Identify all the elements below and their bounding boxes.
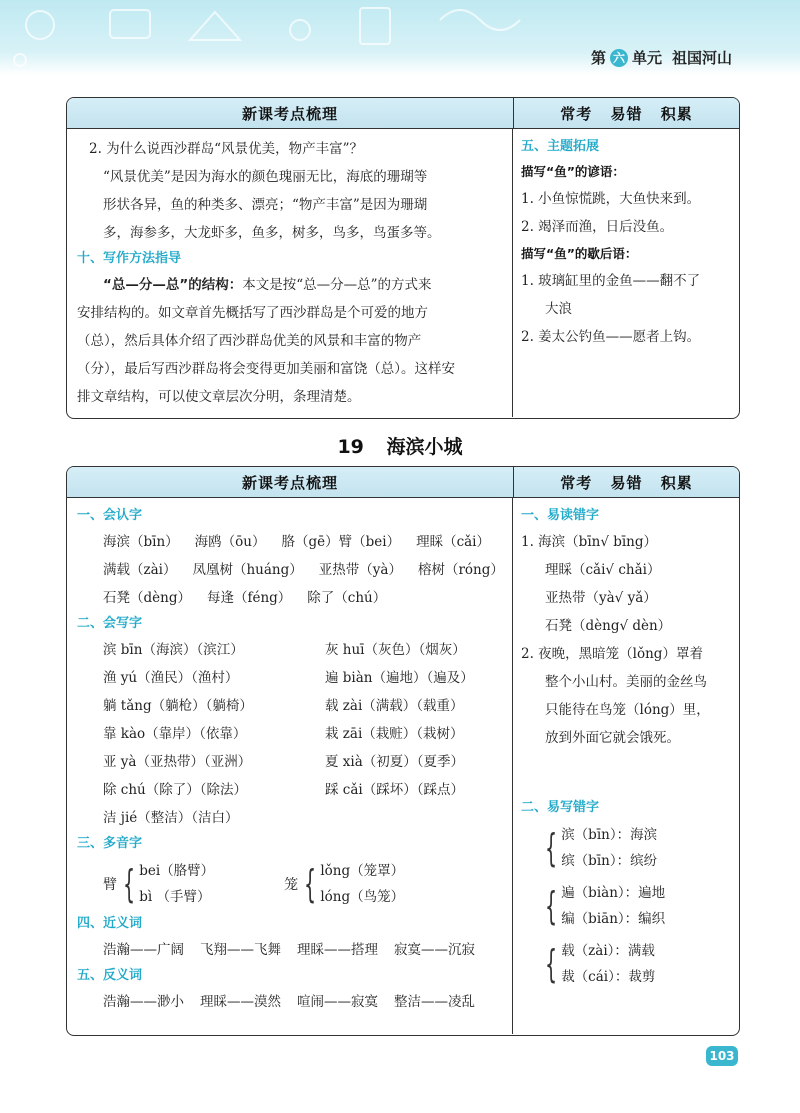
left-column-header: 新课考点梳理	[67, 98, 514, 128]
recognize-word: 凤凰树（huáng）	[192, 562, 303, 578]
xiehouyu-item: 1. 玻璃缸里的金鱼——翻不了	[521, 273, 701, 289]
misread-item: 理睬（cǎi√ chǎi）	[545, 562, 661, 578]
miswrite-pair	[521, 880, 733, 932]
write-word: 滨 bīn（海滨）（滨江）	[103, 642, 244, 658]
right-column-header: 常考 易错 积累	[560, 473, 693, 492]
box-header	[67, 98, 739, 129]
write-word: 亚 yà（亚热带）（亚洲）	[103, 754, 252, 770]
question-2: 2. 为什么说西沙群岛“风景优美，物产丰富”？	[89, 141, 363, 157]
misread-item: 亚热带（yà√ yǎ）	[545, 590, 657, 606]
recognize-word: 石凳（dèng）	[103, 590, 191, 606]
recognize-word: 满载（zài）	[103, 562, 177, 578]
synonym-pair: 浩瀚——广阔	[103, 942, 184, 958]
write-word: 靠 kào（靠岸）（依靠）	[103, 726, 247, 742]
recognize-word: 除了（chú）	[307, 590, 387, 606]
proverb-item: 2. 竭泽而渔，日后没鱼。	[521, 219, 674, 235]
lesson19-summary-box	[66, 466, 740, 1036]
antonym-pair: 浩瀚——渺小	[103, 994, 184, 1010]
header-band	[0, 0, 800, 75]
section-heading-synonyms: 四、近义词	[77, 916, 143, 931]
recognize-word: 海鸥（ōu）	[194, 534, 266, 550]
write-word: 渔 yú（渔民）（渔村）	[103, 670, 239, 686]
recognize-word: 榕树（róng）	[417, 562, 504, 578]
unit-title: 祖国河山	[671, 49, 732, 67]
lesson18-summary-box	[66, 97, 740, 419]
method-line: 排文章结构，可以使文章层次分明，条理清楚。	[77, 389, 361, 405]
brace-icon: {	[545, 942, 558, 986]
right-column	[513, 498, 739, 1034]
write-word: 灰 huī（灰色）（烟灰）	[325, 642, 466, 658]
write-grid	[77, 636, 504, 832]
write-word: 夏 xià（初夏）（夏季）	[325, 754, 465, 770]
misread-sentence: 2. 夜晚，黑暗笼（lǒng）罩着	[521, 646, 703, 662]
unit-prefix: 第	[590, 49, 606, 67]
recognize-word: 亚热带（yà）	[318, 562, 402, 578]
unit-suffix: 单元	[631, 49, 662, 67]
method-line: 安排结构的。如文章首先概括写了西沙群岛是个可爱的地方	[77, 305, 428, 321]
synonym-pair: 飞翔——飞舞	[200, 942, 281, 958]
synonym-row	[77, 936, 504, 964]
method-line: 本文是按“总—分—总”的方式来	[242, 277, 432, 293]
recognize-row	[77, 584, 504, 612]
write-word: 栽 zāi（栽赃）（栽树）	[325, 726, 464, 742]
misread-sentence: 只能待在鸟笼（lóng）里，	[545, 702, 710, 718]
right-column	[513, 129, 739, 417]
lesson-title	[0, 432, 800, 459]
write-word: 躺 tǎng（躺枪）（躺椅）	[103, 698, 253, 714]
miswrite-pair	[521, 822, 733, 874]
miswrite-word: 遍（biàn）：遍地	[561, 885, 666, 901]
reading-option: lóng（鸟笼）	[320, 889, 405, 905]
recognize-row	[77, 528, 504, 556]
reading-option: bì （手臂）	[139, 889, 211, 905]
section-heading-polyphonic: 三、多音字	[77, 836, 143, 851]
box-header	[67, 467, 739, 498]
synonym-pair: 寂寞——沉寂	[394, 942, 475, 958]
polyphonic-group	[77, 856, 504, 912]
page-number-badge: 103	[706, 1046, 738, 1066]
write-word: 遍 biàn（遍地）（遍及）	[325, 670, 474, 686]
write-word: 除 chú（除了）（除法）	[103, 782, 247, 798]
method-title: “总—分—总”的结构：	[103, 277, 243, 293]
antonym-row	[77, 988, 504, 1016]
miswrite-word: 缤（bīn）：缤纷	[561, 853, 658, 869]
left-column-header: 新课考点梳理	[67, 467, 514, 497]
miswrite-word: 载（zài）：满载	[561, 943, 655, 959]
method-line: （分），最后写西沙群岛将会变得更加美丽和富饶（总）。这样安	[77, 361, 455, 377]
proverb-item: 1. 小鱼惊慌跳，大鱼快来到。	[521, 191, 701, 207]
answer-line: 多，海参多，大龙虾多，鱼多，树多，鸟多，鸟蛋多等。	[103, 225, 441, 241]
answer-line: “风景优美”是因为海水的颜色瑰丽无比，海底的珊瑚等	[103, 169, 428, 185]
polyphonic-char: 笼	[284, 877, 299, 893]
miswrite-word: 裁（cái）：裁剪	[561, 969, 656, 985]
xiehouyu-item-continued: 大浪	[545, 301, 572, 317]
misread-sentence: 整个小山村。美丽的金丝鸟	[545, 674, 707, 690]
misread-sentence: 放到外面它就会饿死。	[545, 730, 680, 746]
unit-number-badge: 六	[610, 49, 628, 67]
recognize-row	[77, 556, 504, 584]
method-line: （总），然后具体介绍了西沙群岛优美的风景和丰富的物产	[77, 333, 422, 349]
miswrite-word: 滨（bīn）：海滨	[561, 827, 658, 843]
antonym-pair: 喧闹——寂寞	[297, 994, 378, 1010]
unit-label	[591, 47, 732, 68]
section-heading-antonyms: 五、反义词	[77, 968, 143, 983]
miswrite-pair	[521, 938, 733, 990]
brace-icon: {	[123, 862, 136, 906]
write-word: 洁 jié（整洁）（洁白）	[103, 810, 239, 826]
miswrite-word: 编（biān）：编织	[561, 911, 666, 927]
left-column	[67, 498, 513, 1034]
write-word: 踩 cǎi（踩坏）（踩点）	[325, 782, 464, 798]
misread-item: 石凳（dèng√ dèn）	[545, 618, 672, 634]
reading-option: bei（胳臂）	[139, 863, 215, 879]
lesson-name: 海滨小城	[386, 436, 463, 458]
recognize-word: 胳（gē）臂（bei）	[281, 534, 401, 550]
section-heading-write: 二、会写字	[77, 616, 143, 631]
write-word	[325, 804, 525, 832]
reading-option: lǒng（笼罩）	[320, 863, 405, 879]
section-heading-miswrite: 二、易写错字	[521, 800, 600, 815]
proverb-heading: 描写“鱼”的谚语：	[521, 164, 625, 179]
brace-icon: {	[545, 826, 558, 870]
xiehouyu-item: 2. 姜太公钓鱼——愿者上钩。	[521, 329, 701, 345]
antonym-pair: 整洁——凌乱	[394, 994, 475, 1010]
synonym-pair: 理睬——搭理	[297, 942, 378, 958]
polyphonic-char: 臂	[103, 877, 117, 893]
section-heading-writing-method: 十、写作方法指导	[77, 251, 182, 266]
answer-line: 形状各异，鱼的种类多、漂亮；“物产丰富”是因为珊瑚	[103, 197, 428, 213]
misread-item: 1. 海滨（bīn√ bīng）	[521, 534, 658, 550]
section-heading-misread: 一、易读错字	[521, 508, 600, 523]
brace-icon: {	[304, 862, 317, 906]
section-heading-recognize: 一、会认字	[77, 508, 143, 523]
xiehouyu-heading: 描写“鱼”的歇后语：	[521, 246, 638, 261]
recognize-word: 理睬（cǎi）	[416, 534, 491, 550]
right-column-header: 常考 易错 积累	[560, 104, 693, 123]
brace-icon: {	[545, 884, 558, 928]
recognize-word: 海滨（bīn）	[103, 534, 179, 550]
lesson-number: 19	[337, 436, 364, 458]
left-column	[67, 129, 513, 417]
antonym-pair: 理睬——漠然	[200, 994, 281, 1010]
write-word: 载 zài（满载）（载重）	[325, 698, 464, 714]
recognize-word: 每逢（féng）	[206, 590, 292, 606]
section-heading-theme: 五、主题拓展	[521, 139, 600, 154]
